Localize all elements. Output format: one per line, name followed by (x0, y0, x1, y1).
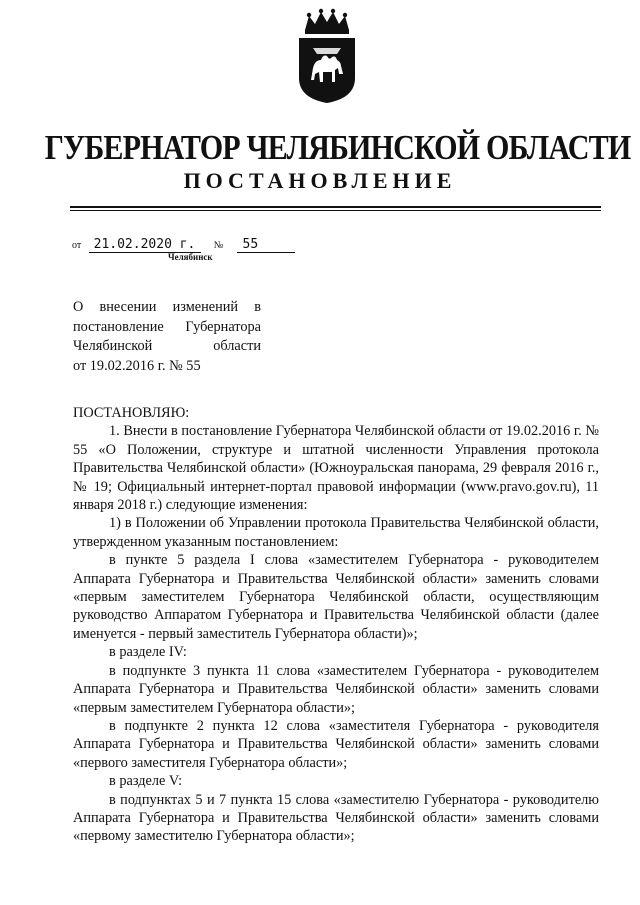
number-label: № (213, 240, 224, 251)
subject-line: Челябинской области (73, 338, 261, 354)
date-label: от (72, 240, 82, 251)
paragraph: в разделе IV: (109, 644, 187, 661)
paragraph: в разделе V: (109, 773, 183, 790)
paragraph: в пункте 5 раздела I слова «заместителем Губернатора - руководителем Аппарата Губернатора и Правительства Челябинской области» заменить словами «первым заместителем Губернатора Челябинской области, осуществляющим руководство Аппаратом Губернатора и Правительства Челябинской области (далее именуется - первый заместитель Губернатора области)»; (73, 552, 599, 642)
document-subject (73, 298, 261, 376)
header-divider-thin (70, 210, 601, 211)
subject-line: постановление Губернатора (73, 318, 261, 335)
number-field: 55 (237, 237, 295, 253)
page-title: ГУБЕРНАТОР ЧЕЛЯБИНСКОЙ ОБЛАСТИ (44, 128, 631, 167)
paragraph: 1) в Положении об Управлении протокола Правительства Челябинской области, утвержденном указанным постановлением: (73, 515, 599, 550)
header-divider (70, 206, 601, 208)
city-name: Челябинск (168, 252, 213, 262)
paragraph: в подпункте 2 пункта 12 слова «заместителя Губернатора - руководителя Аппарата Губернатора и Правительства Челябинской области» заменить словами «первого заместителя Губернатора области»; (73, 717, 599, 771)
subject-line: О внесении изменений в (73, 299, 261, 315)
date-field: 21.02.2020 г. (89, 237, 201, 253)
document-type: ПОСТАНОВЛЕНИЕ (183, 168, 457, 193)
paragraph: в подпунктах 5 и 7 пункта 15 слова «заместителю Губернатора - руководителю Аппарата Губернатора и Правительства Челябинской области» заменить словами «первому заместителю Губернатора области»; (73, 791, 599, 845)
document-body (73, 404, 599, 846)
paragraph: в подпункте 3 пункта 11 слова «заместителем Губернатора - руководителем Аппарата Губернатора и Правительства Челябинской области» заменить словами «первым заместителем Губернатора области»; (73, 662, 599, 716)
decree-word: ПОСТАНОВЛЯЮ: (73, 405, 190, 421)
subject-line: от 19.02.2016 г. № 55 (73, 357, 201, 374)
coat-of-arms-icon (293, 8, 361, 104)
paragraph: 1. Внести в постановление Губернатора Челябинской области от 19.02.2016 г. № 55 «О Положении, структуре и штатной численности Управления протокола Правительства Челябинской области» (Южноуральская панорама, 29 февраля 2016 г., № 19; Официальный интернет-портал правовой информации (www.pravo.gov.ru), 11 января 2018 г.) следующие изменения: (73, 423, 599, 514)
